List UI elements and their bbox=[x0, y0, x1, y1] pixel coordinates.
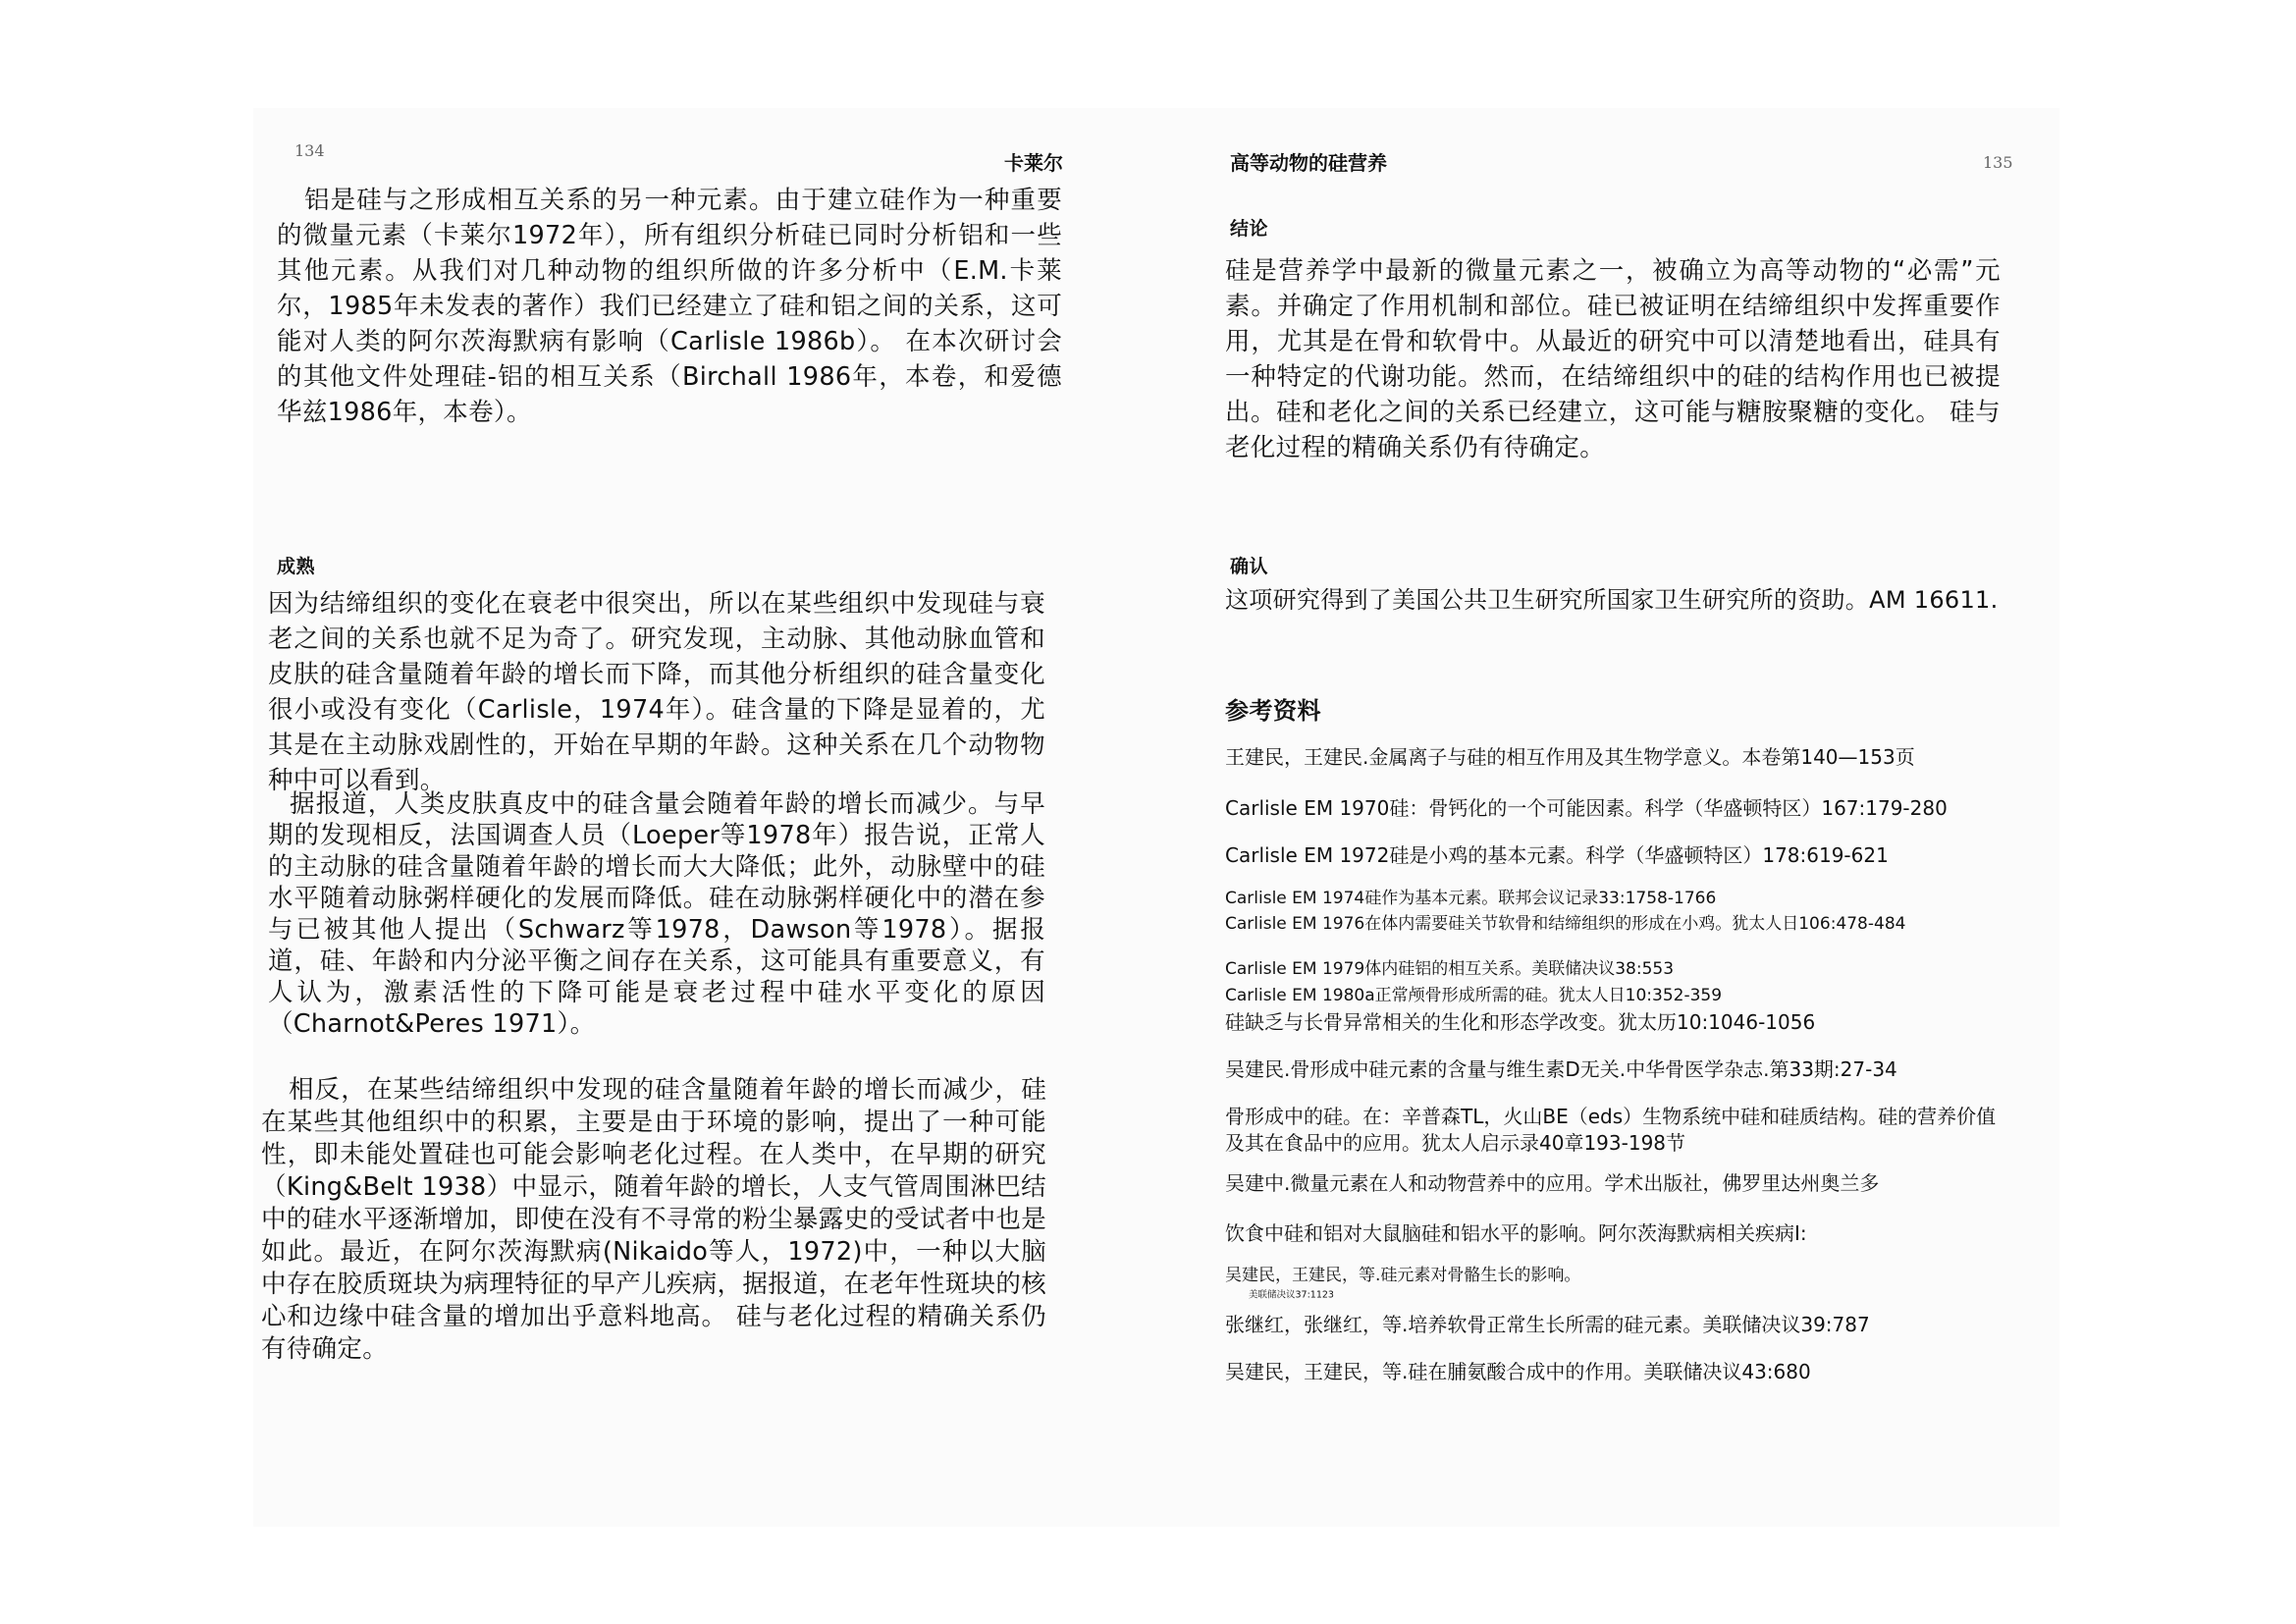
reference-item: 王建民，王建民.金属离子与硅的相互作用及其生物学意义。本卷第140—153页 bbox=[1225, 745, 1915, 769]
left-running-head: 卡莱尔 bbox=[1004, 151, 1063, 175]
right-page-number: 135 bbox=[1983, 153, 2013, 172]
acknowledgement-text: 这项研究得到了美国公共卫生研究所国家卫生研究所的资助。AM 16611. bbox=[1225, 586, 1999, 614]
reference-item: Carlisle EM 1970硅：骨钙化的一个可能因素。科学（华盛顿特区）167:179-280 bbox=[1225, 796, 1948, 820]
maturation-paragraph-1: 因为结缔组织的变化在衰老中很突出，所以在某些组织中发现硅与衰老之间的关系也就不足为奇了。研究发现，主动脉、其他动脉血管和皮肤的硅含量随着年龄的增长而下降，而其他分析组织的硅含量变化很小或没有变化（Carlisle，1974年）。硅含量的下降是显着的，尤其是在主动脉戏剧性的，开始在早期的年龄。这种关系在几个动物物种中可以看到。 bbox=[268, 589, 1045, 795]
intro-paragraph: 铝是硅与之形成相互关系的另一种元素。由于建立硅作为一种重要的微量元素（卡莱尔1972年），所有组织分析硅已同时分析铝和一些其他元素。从我们对几种动物的组织所做的许多分析中（E.M.卡莱尔，1985年未发表的著作）我们已经建立了硅和铝之间的关系，这可能对人类的阿尔茨海默病有影响（Carlisle 1986b）。 在本次研讨会的其他文件处理硅-铝的相互关系（Birchall 1986年，本卷，和爱德华兹1986年，本卷）。 bbox=[277, 186, 1062, 427]
reference-item: 吴建民.骨形成中硅元素的含量与维生素D无关.中华骨医学杂志.第33期:27-34 bbox=[1225, 1057, 1897, 1081]
reference-item: 吴建中.微量元素在人和动物营养中的应用。学术出版社，佛罗里达州奥兰多 bbox=[1225, 1171, 1880, 1195]
reference-item: 骨形成中的硅。在：辛普森TL，火山BE（eds）生物系统中硅和硅质结构。硅的营养价值及其在食品中的应用。犹太人启示录40章193-198节 bbox=[1225, 1105, 1997, 1155]
reference-item: Carlisle EM 1976在体内需要硅关节软骨和结缔组织的形成在小鸡。犹太人日106:478-484 bbox=[1225, 914, 1906, 934]
reference-item: Carlisle EM 1980a正常颅骨形成所需的硅。犹太人日10:352-359 bbox=[1225, 986, 1723, 1005]
reference-item: 美联储决议37:1123 bbox=[1249, 1290, 1334, 1301]
reference-item: Carlisle EM 1974硅作为基本元素。联邦会议记录33:1758-1766 bbox=[1225, 889, 1717, 908]
reference-item: 张继红，张继红，等.培养软骨正常生长所需的硅元素。美联储决议39:787 bbox=[1225, 1313, 1870, 1336]
reference-item: Carlisle EM 1979体内硅铝的相互关系。美联储决议38:553 bbox=[1225, 959, 1675, 979]
acknowledgement-heading: 确认 bbox=[1230, 556, 1269, 577]
reference-item: 硅缺乏与长骨异常相关的生化和形态学改变。犹太历10:1046-1056 bbox=[1225, 1010, 1816, 1034]
reference-item: 吴建民，王建民，等.硅在脯氨酸合成中的作用。美联储决议43:680 bbox=[1225, 1360, 1811, 1383]
references-heading: 参考资料 bbox=[1225, 697, 1321, 725]
conclusion-paragraph: 硅是营养学中最新的微量元素之一，被确立为高等动物的“必需”元素。并确定了作用机制和部位。硅已被证明在结缔组织中发挥重要作用，尤其是在骨和软骨中。从最近的研究中可以清楚地看出，硅具有一种特定的代谢功能。然而，在结缔组织中的硅的结构作用也已被提出。硅和老化之间的关系已经建立，这可能与糖胺聚糖的变化。 硅与老化过程的精确关系仍有待确定。 bbox=[1225, 256, 2001, 462]
maturation-heading: 成熟 bbox=[277, 556, 316, 577]
right-running-head: 高等动物的硅营养 bbox=[1230, 151, 1387, 175]
maturation-paragraph-3: 相反，在某些结缔组织中发现的硅含量随着年龄的增长而减少，硅在某些其他组织中的积累，主要是由于环境的影响，提出了一种可能性，即未能处置硅也可能会影响老化过程。在人类中，在早期的研究（King&Belt 1938）中显示，随着年龄的增长，人支气管周围淋巴结中的硅水平逐渐增加，即使在没有不寻常的粉尘暴露史的受试者中也是如此。最近，在阿尔茨海默病(Nikaido等人，1972)中，一种以大脑中存在胶质斑块为病理特征的早产儿疾病，据报道，在老年性斑块的核心和边缘中硅含量的增加出乎意料地高。 硅与老化过程的精确关系仍有待确定。 bbox=[261, 1075, 1046, 1364]
maturation-paragraph-2: 据报道，人类皮肤真皮中的硅含量会随着年龄的增长而减少。与早期的发现相反，法国调查人员（Loeper等1978年）报告说，正常人的主动脉的硅含量随着年龄的增长而大大降低；此外，动脉壁中的硅水平随着动脉粥样硬化的发展而降低。硅在动脉粥样硬化中的潜在参与已被其他人提出（Schwarz等1978，Dawson等1978）。据报道，硅、年龄和内分泌平衡之间存在关系，这可能具有重要意义，有人认为，激素活性的下降可能是衰老过程中硅水平变化的原因（Charnot&Peres 1971）。 bbox=[268, 789, 1045, 1039]
reference-item: 饮食中硅和铝对大鼠脑硅和铝水平的影响。阿尔茨海默病相关疾病I: bbox=[1225, 1221, 1807, 1245]
left-page-number: 134 bbox=[294, 141, 325, 160]
reference-item: 吴建民，王建民，等.硅元素对骨骼生长的影响。 bbox=[1225, 1266, 1581, 1285]
reference-item: Carlisle EM 1972硅是小鸡的基本元素。科学（华盛顿特区）178:619-621 bbox=[1225, 843, 1889, 867]
conclusion-heading: 结论 bbox=[1230, 218, 1269, 240]
